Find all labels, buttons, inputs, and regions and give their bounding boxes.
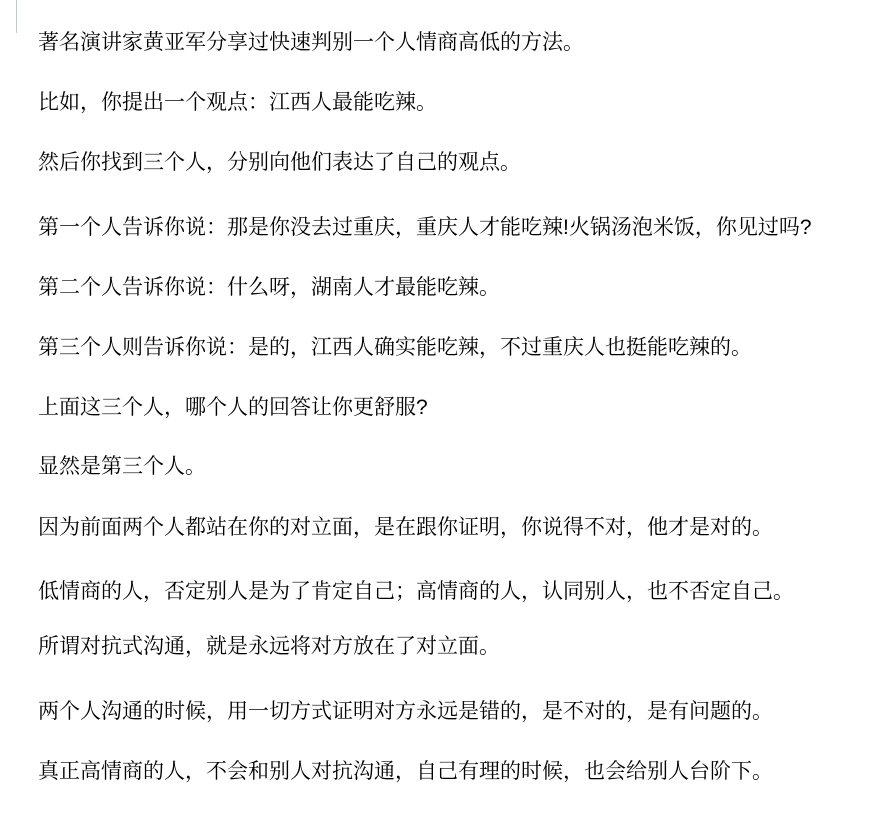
paragraph-10: 低情商的人，否定别人是为了肯定自己；高情商的人，认同别人，也不否定自己。	[38, 580, 794, 603]
paragraph-11: 所谓对抗式沟通，就是永远将对方放在了对立面。	[38, 635, 500, 658]
paragraph-4: 第一个人告诉你说：那是你没去过重庆，重庆人才能吃辣!火锅汤泡米饭，你见过吗?	[38, 216, 812, 239]
caret-artifact-line	[16, 0, 17, 33]
paragraph-7: 上面这三个人，哪个人的回答让你更舒服?	[38, 396, 428, 419]
paragraph-2: 比如，你提出一个观点：江西人最能吃辣。	[38, 91, 437, 114]
paragraph-8: 显然是第三个人。	[38, 455, 206, 478]
paragraph-1: 著名演讲家黄亚军分享过快速判别一个人情商高低的方法。	[38, 31, 584, 54]
paragraph-5: 第二个人告诉你说：什么呀，湖南人才最能吃辣。	[38, 276, 500, 299]
paragraph-13: 真正高情商的人，不会和别人对抗沟通，自己有理的时候，也会给别人台阶下。	[38, 760, 773, 783]
paragraph-6: 第三个人则告诉你说：是的，江西人确实能吃辣，不过重庆人也挺能吃辣的。	[38, 336, 752, 359]
paragraph-9: 因为前面两个人都站在你的对立面，是在跟你证明，你说得不对，他才是对的。	[38, 516, 773, 539]
paragraph-12: 两个人沟通的时候，用一切方式证明对方永远是错的，是不对的，是有问题的。	[38, 700, 773, 723]
paragraph-3: 然后你找到三个人，分别向他们表达了自己的观点。	[38, 151, 521, 174]
